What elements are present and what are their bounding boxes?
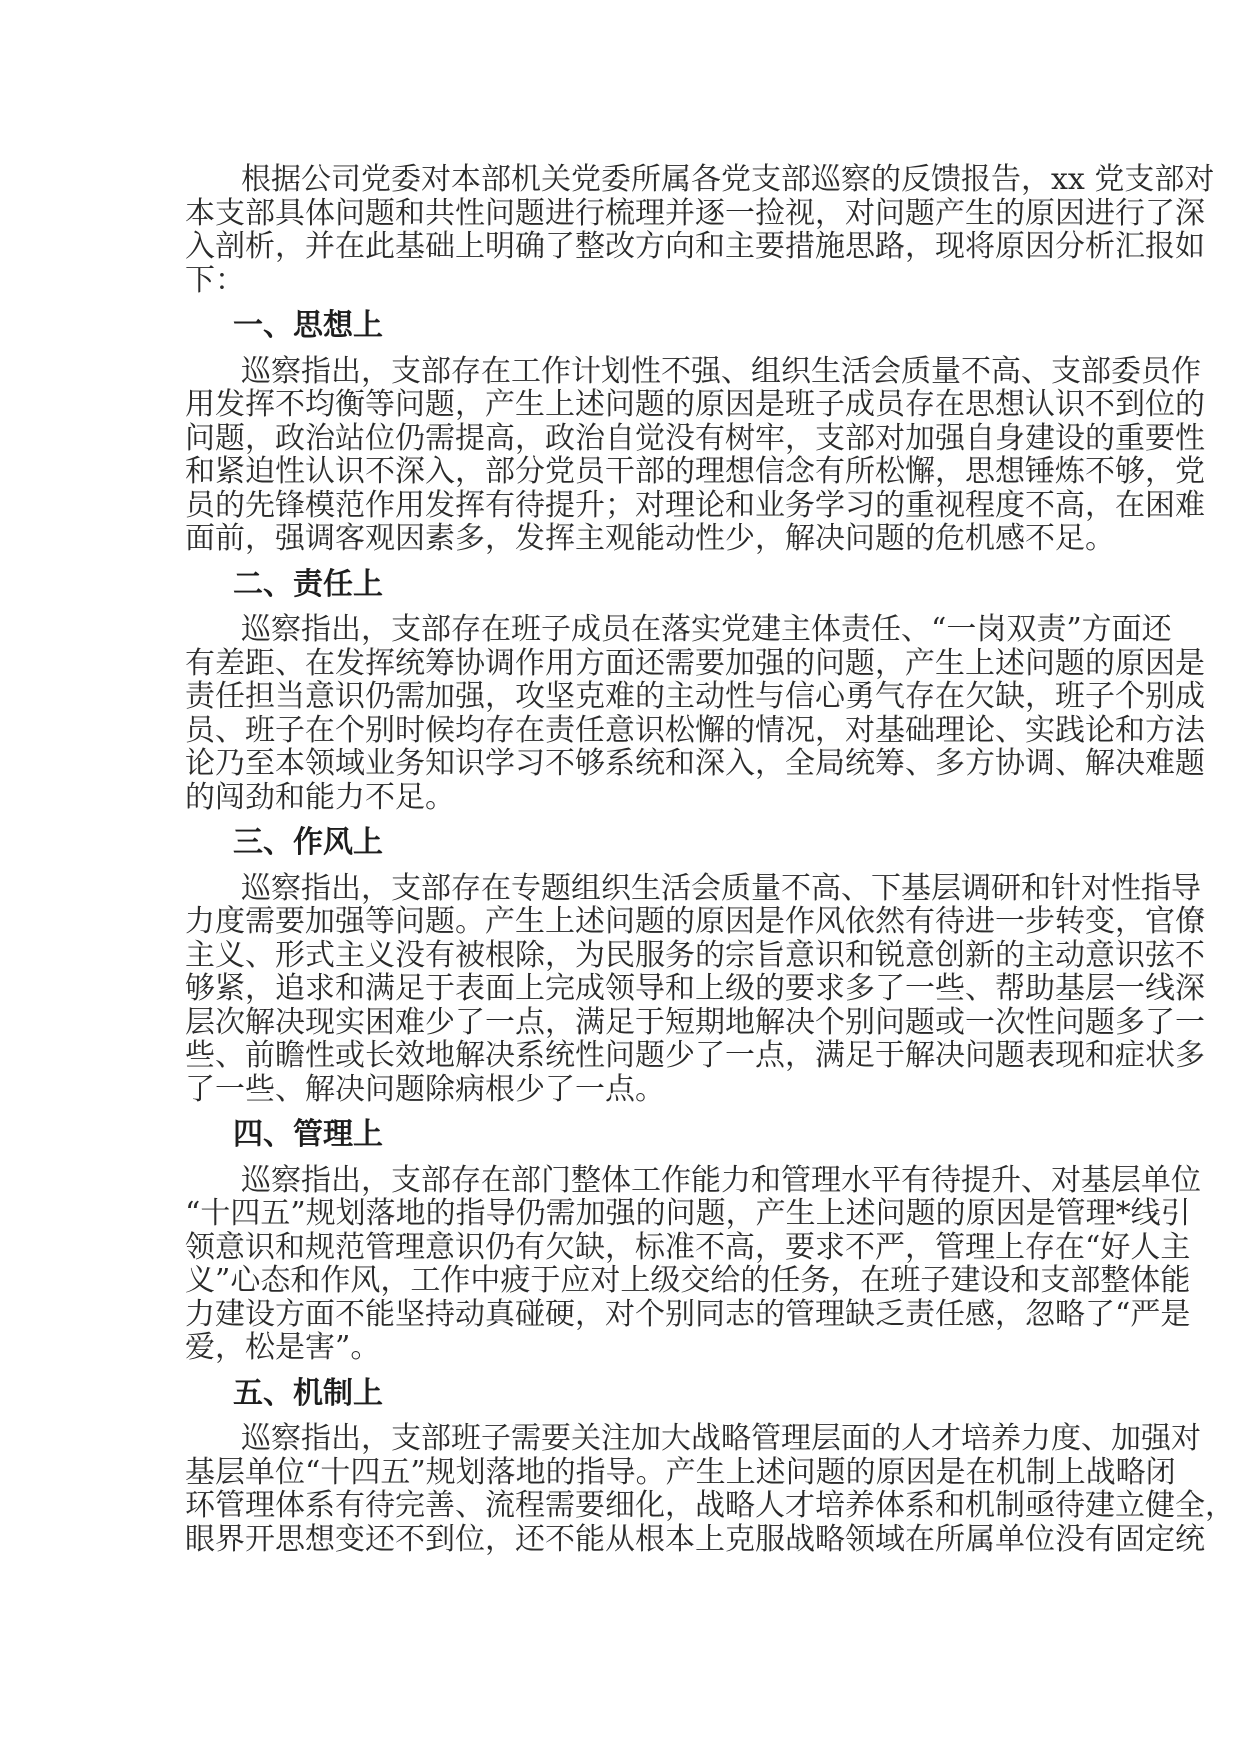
text-line: 有差距、在发挥统筹协调作用方面还需要加强的问题，产生上述问题的原因是 [185, 645, 1205, 681]
text-line: 够紧，追求和满足于表面上完成领导和上级的要求多了一些、帮助基层一线深 [185, 971, 1205, 1006]
intro-paragraph [185, 162, 1215, 298]
text-line: 员的先锋模范作用发挥有待提升；对理论和业务学习的重视程度不高，在困难 [185, 487, 1205, 523]
section-heading-management: 四、管理上 [233, 1117, 383, 1152]
text-line: 巡察指出，支部存在专题组织生活会质量不高、下基层调研和针对性指导 [241, 870, 1201, 906]
sections [185, 308, 1235, 1557]
text-line: 领意识和规范管理意识仍有欠缺，标准不高，要求不严，管理上存在“好人主 [185, 1229, 1191, 1265]
text-line: 巡察指出，支部存在班子成员在落实党建主体责任、“一岗双责”方面还 [241, 612, 1172, 647]
section-paragraph-management [185, 1162, 1201, 1365]
text-line: 巡察指出，支部存在部门整体工作能力和管理水平有待提升、对基层单位 [241, 1162, 1201, 1198]
text-line: 了一些、解决问题除病根少了一点。 [185, 1071, 665, 1107]
section-heading-thought: 一、思想上 [233, 308, 383, 343]
text-line: 基层单位“十四五”规划落地的指导。产生上述问题的原因是在机制上战略闭 [185, 1454, 1176, 1490]
text-line: 责任担当意识仍需加强，攻坚克难的主动性与信心勇气存在欠缺，班子个别成 [185, 679, 1205, 714]
text-line: 层次解决现实困难少了一点，满足于短期地解决个别问题或一次性问题多了一 [185, 1004, 1205, 1040]
section-heading-mechanism: 五、机制上 [233, 1375, 383, 1411]
section-heading-work-style: 三、作风上 [233, 825, 383, 860]
text-line: 入剖析，并在此基础上明确了整改方向和主要措施思路，现将原因分析汇报如 [185, 229, 1205, 264]
section-heading-responsibility: 二、责任上 [233, 566, 383, 602]
text-line: 眼界开思想变还不到位，还不能从根本上克服战略领域在所属单位没有固定统 [185, 1521, 1205, 1557]
section-paragraph-thought [185, 353, 1205, 556]
text-line: 员、班子在个别时候均存在责任意识松懈的情况，对基础理论、实践论和方法 [185, 712, 1205, 748]
text-line: 根据公司党委对本部机关党委所属各党支部巡察的反馈报告，xx 党支部对 [241, 162, 1215, 197]
section-paragraph-responsibility [185, 612, 1205, 815]
text-line: 爱，松是害”。 [185, 1330, 381, 1365]
text-line: 论乃至本领域业务知识学习不够系统和深入，全局统筹、多方协调、解决难题 [185, 746, 1205, 781]
text-line: 些、前瞻性或长效地解决系统性问题少了一点，满足于解决问题表现和症状多 [185, 1038, 1205, 1073]
text-line: 力度需要加强等问题。产生上述问题的原因是作风依然有待进一步转变，官僚 [185, 904, 1205, 939]
text-line: 环管理体系有待完善、流程需要细化，战略人才培养体系和机制亟待建立健全， [185, 1488, 1235, 1523]
text-line: 下： [185, 262, 245, 298]
section-paragraph-mechanism [185, 1421, 1235, 1557]
text-line: 力建设方面不能坚持动真碰硬，对个别同志的管理缺乏责任感，忽略了“严是 [185, 1296, 1191, 1332]
text-line: 主义、形式主义没有被根除，为民服务的宗旨意识和锐意创新的主动意识弦不 [185, 937, 1205, 973]
document-page [185, 162, 1235, 1557]
text-line: 用发挥不均衡等问题，产生上述问题的原因是班子成员存在思想认识不到位的 [185, 387, 1205, 422]
text-line: “十四五”规划落地的指导仍需加强的问题，产生上述问题的原因是管理*线引 [185, 1196, 1191, 1231]
text-line: 巡察指出，支部班子需要关注加大战略管理层面的人才培养力度、加强对 [241, 1421, 1201, 1456]
text-line: 的闯劲和能力不足。 [185, 779, 455, 815]
section-paragraph-work-style [185, 870, 1205, 1107]
text-line: 和紧迫性认识不深入，部分党员干部的理想信念有所松懈，思想锤炼不够，党 [185, 454, 1205, 489]
text-line: 面前，强调客观因素多，发挥主观能动性少，解决问题的危机感不足。 [185, 521, 1115, 556]
text-line: 本支部具体问题和共性问题进行梳理并逐一捡视，对问题产生的原因进行了深 [185, 195, 1205, 231]
text-line: 巡察指出，支部存在工作计划性不强、组织生活会质量不高、支部委员作 [241, 353, 1201, 389]
text-line: 问题，政治站位仍需提高，政治自觉没有树牢，支部对加强自身建设的重要性 [185, 420, 1205, 456]
text-line: 义”心态和作风，工作中疲于应对上级交给的任务，在班子建设和支部整体能 [185, 1263, 1191, 1298]
